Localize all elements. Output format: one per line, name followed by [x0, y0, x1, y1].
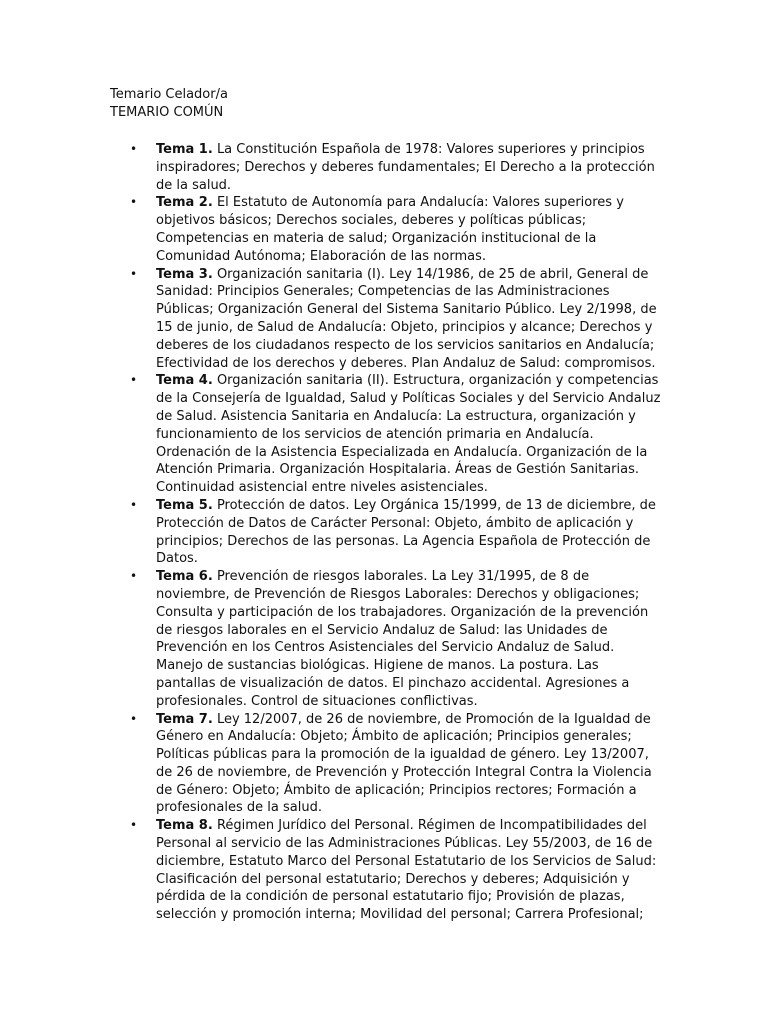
topic-label: Tema 3.	[156, 266, 213, 282]
document-title: Temario Celador/a	[110, 87, 228, 102]
topic-label: Tema 6.	[156, 569, 213, 585]
topic-text: La Constitución Española de 1978: Valores superiores y principios inspiradores; Derechos y deberes fundamentales; El Derecho a la protección de la salud.	[156, 142, 655, 193]
topic-text: Organización sanitaria (II). Estructura, organización y competencias de la Consejería de Igualdad, Salud y Políticas Sociales y del Servicio Andaluz de Salud. Asistencia Sanitaria en Andalucía: La estructura, organización y funcionamiento de los servicios de atención primaria en Andalucía. Ordenación de la Asistencia Especializada en Andalucía. Organización de la Atención Primaria. Organización Hospitalaria. Áreas de Gestión Sanitarias. Continuidad asistencial entre niveles asistenciales.	[156, 373, 661, 496]
topic-label: Tema 8.	[156, 818, 213, 834]
bullet-icon: •	[130, 266, 138, 281]
topic-label: Tema 1.	[156, 142, 213, 157]
topic-text: Organización sanitaria (I). Ley 14/1986, de 25 de abril, General de Sanidad: Principios Generales; Competencias de las Administraciones Públicas; Organización General del Sistema Sanitario Público. Ley 2/1998, de 15 de junio, de Salud de Andalucía: Objeto, principios y alcance; Derechos y deberes de los ciudadanos respecto de los servicios sanitarios en Andalucía; Efectividad de los derechos y deberes. Plan Andaluz de Salud: compromisos.	[156, 266, 657, 371]
bullet-icon: •	[130, 142, 138, 156]
topic-label: Tema 7.	[156, 711, 213, 727]
bullet-icon: •	[130, 818, 138, 833]
list-item	[110, 194, 662, 265]
bullet-icon: •	[130, 711, 138, 726]
topic-text: Prevención de riesgos laborales. La Ley 31/1995, de 8 de noviembre, de Prevención de Riesgos Laborales: Derechos y obligaciones; Consulta y participación de los trabajadores. Organización de la prevención de riesgos laborales en el Servicio Andaluz de Salud: las Unidades de Prevención en los Centros Asistenciales del Servicio Andaluz de Salud. Manejo de sustancias biológicas. Higiene de manos. La postura. Las pantallas de visualización de datos. El pinchazo accidental. Agresiones a profesionales. Control de situaciones conflictivas.	[156, 569, 649, 709]
list-item	[110, 711, 662, 818]
bullet-icon: •	[130, 497, 138, 512]
topic-text: Protección de datos. Ley Orgánica 15/1999, de 13 de diciembre, de Protección de Datos de Carácter Personal: Objeto, ámbito de aplicación y principios; Derechos de las personas. La Agencia Española de Protección de Datos.	[156, 497, 656, 567]
document-subtitle: TEMARIO COMÚN	[110, 105, 224, 120]
list-item	[110, 372, 662, 497]
list-item	[110, 568, 662, 710]
topic-label: Tema 2.	[156, 195, 213, 211]
bullet-icon: •	[130, 569, 138, 584]
topic-text: El Estatuto de Autonomía para Andalucía: Valores superiores y objetivos básicos; Derechos sociales, deberes y políticas públicas; Competencias en materia de salud; Organización institucional de la Comunidad Autónoma; Elaboración de las normas.	[156, 195, 624, 264]
list-item	[110, 266, 662, 373]
list-item	[110, 817, 662, 924]
topic-list	[110, 141, 662, 924]
bullet-icon: •	[130, 373, 138, 388]
topic-label: Tema 4.	[156, 373, 213, 389]
topic-text: Ley 12/2007, de 26 de noviembre, de Promoción de la Igualdad de Género en Andalucía: Objeto; Ámbito de aplicación; Principios generales; Políticas públicas para la promoción de la igualdad de género. Ley 13/2007, de 26 de noviembre, de Prevención y Protección Integral Contra la Violencia de Género: Objeto; Ámbito de aplicación; Principios rectores; Formación a profesionales de la salud.	[156, 711, 652, 816]
list-item	[110, 141, 662, 194]
document-page	[110, 86, 662, 924]
topic-label: Tema 5.	[156, 497, 213, 513]
list-item	[110, 497, 662, 568]
bullet-icon: •	[130, 195, 138, 210]
topic-text: Régimen Jurídico del Personal. Régimen de Incompatibilidades del Personal al servicio de las Administraciones Públicas. Ley 55/2003, de 16 de diciembre, Estatuto Marco del Personal Estatutario de los Servicios de Salud: Clasificación del personal estatutario; Derechos y deberes; Adquisición y pérdida de la condición de personal estatutario fijo; Provisión de plazas, selección y promoción interna; Movilidad del personal; Carrera Profesional;	[156, 818, 657, 923]
